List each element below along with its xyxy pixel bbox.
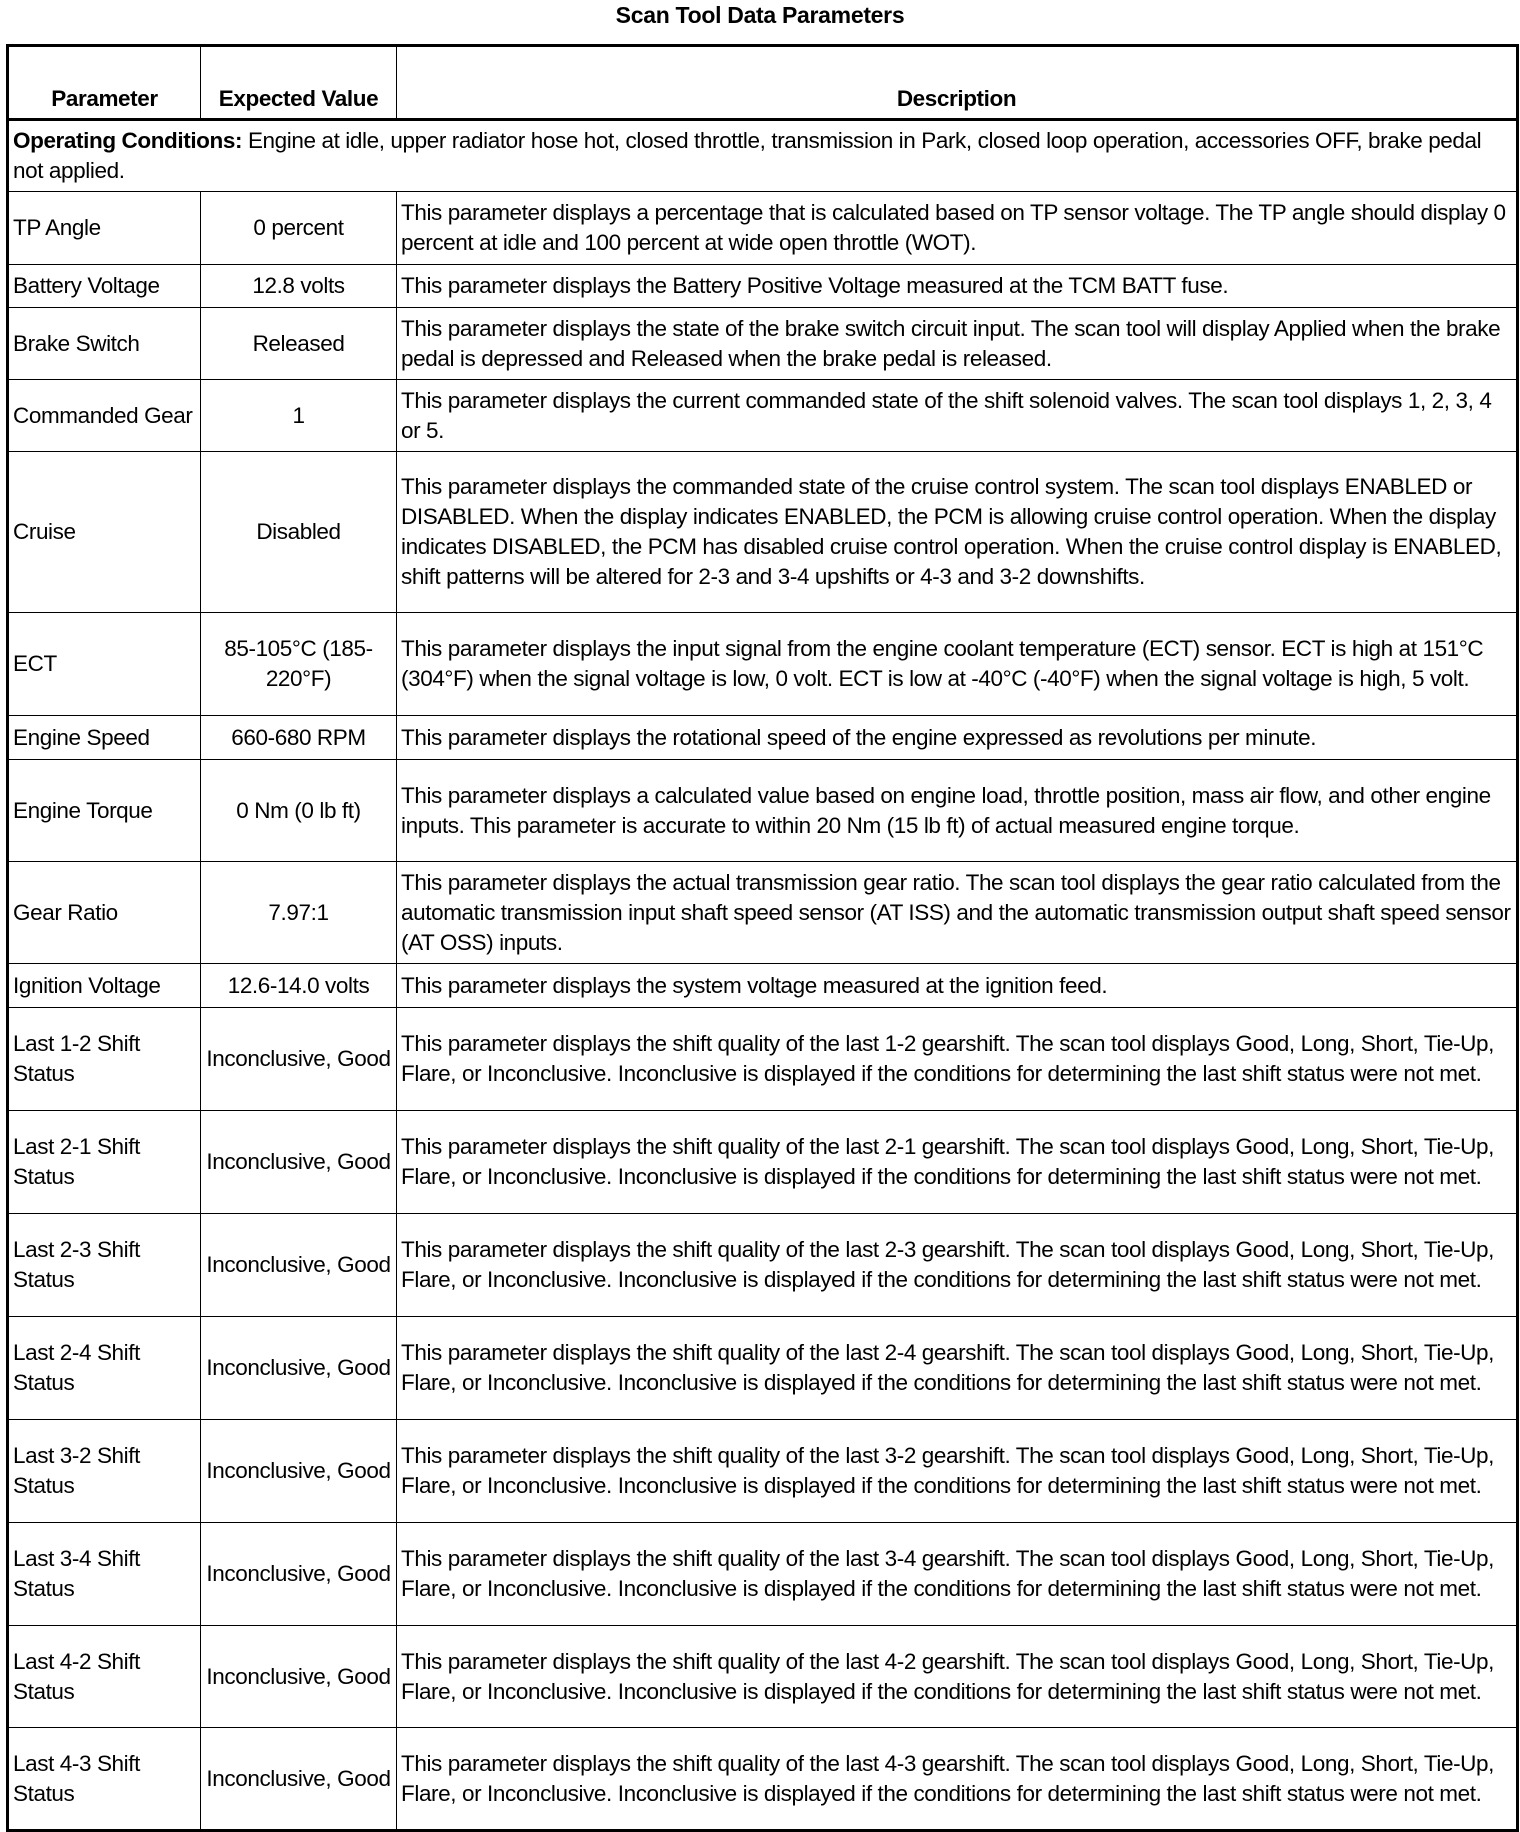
expected-value-cell: Inconclusive, Good — [201, 1626, 397, 1728]
page-title: Scan Tool Data Parameters — [615, 2, 905, 28]
description-cell: This parameter displays the shift quality of the last 4-3 gearshift. The scan tool displays Good, Long, Short, Tie-Up, Flare, or Inconclusive. Inconclusive is displayed if the conditions for determining the last shift status were not met. — [397, 1728, 1518, 1831]
header-description: Description — [397, 46, 1518, 120]
parameter-cell: Last 4-2 Shift Status — [8, 1626, 201, 1728]
expected-value-cell: Inconclusive, Good — [201, 1317, 397, 1420]
table-row — [8, 862, 1518, 964]
description-cell: This parameter displays the current commanded state of the shift solenoid valves. The scan tool displays 1, 2, 3, 4 or 5. — [397, 380, 1518, 452]
description-cell: This parameter displays the rotational speed of the engine expressed as revolutions per minute. — [397, 716, 1518, 760]
operating-conditions-text: Engine at idle, upper radiator hose hot, closed throttle, transmission in Park, closed loop operation, accessories OFF, brake pedal not applied. — [13, 128, 1482, 183]
parameter-cell: Last 2-3 Shift Status — [8, 1214, 201, 1317]
table-row — [8, 308, 1518, 380]
table-row — [8, 760, 1518, 862]
description-cell: This parameter displays a percentage that is calculated based on TP sensor voltage. The TP angle should display 0 percent at idle and 100 percent at wide open throttle (WOT). — [397, 192, 1518, 265]
description-cell: This parameter displays the shift quality of the last 1-2 gearshift. The scan tool displays Good, Long, Short, Tie-Up, Flare, or Inconclusive. Inconclusive is displayed if the conditions for determining the last shift status were not met. — [397, 1008, 1518, 1111]
header-expected-value: Expected Value — [201, 46, 397, 120]
table-row — [8, 716, 1518, 760]
description-cell: This parameter displays the state of the brake switch circuit input. The scan tool will display Applied when the brake pedal is depressed and Released when the brake pedal is released. — [397, 308, 1518, 380]
parameter-cell: Battery Voltage — [8, 265, 201, 308]
expected-value-cell: Inconclusive, Good — [201, 1111, 397, 1214]
operating-conditions — [8, 120, 1518, 192]
table-header-row — [8, 46, 1518, 120]
expected-value-cell: 7.97:1 — [201, 862, 397, 964]
description-cell: This parameter displays the shift quality of the last 3-4 gearshift. The scan tool displays Good, Long, Short, Tie-Up, Flare, or Inconclusive. Inconclusive is displayed if the conditions for determining the last shift status were not met. — [397, 1523, 1518, 1626]
parameter-cell: Engine Speed — [8, 716, 201, 760]
description-cell: This parameter displays the actual transmission gear ratio. The scan tool displays the gear ratio calculated from the automatic transmission input shaft speed sensor (AT ISS) and the automatic transmission output shaft speed sensor (AT OSS) inputs. — [397, 862, 1518, 964]
description-cell: This parameter displays the shift quality of the last 2-3 gearshift. The scan tool displays Good, Long, Short, Tie-Up, Flare, or Inconclusive. Inconclusive is displayed if the conditions for determining the last shift status were not met. — [397, 1214, 1518, 1317]
description-cell: This parameter displays the shift quality of the last 4-2 gearshift. The scan tool displays Good, Long, Short, Tie-Up, Flare, or Inconclusive. Inconclusive is displayed if the conditions for determining the last shift status were not met. — [397, 1626, 1518, 1728]
operating-conditions-row — [8, 120, 1518, 192]
table-row — [8, 964, 1518, 1008]
expected-value-cell: Inconclusive, Good — [201, 1420, 397, 1523]
description-cell: This parameter displays the shift quality of the last 2-1 gearshift. The scan tool displays Good, Long, Short, Tie-Up, Flare, or Inconclusive. Inconclusive is displayed if the conditions for determining the last shift status were not met. — [397, 1111, 1518, 1214]
description-cell: This parameter displays a calculated value based on engine load, throttle position, mass air flow, and other engine inputs. This parameter is accurate to within 20 Nm (15 lb ft) of actual measured engine torque. — [397, 760, 1518, 862]
parameter-cell: Last 3-2 Shift Status — [8, 1420, 201, 1523]
table-row — [8, 1728, 1518, 1831]
table-row — [8, 1626, 1518, 1728]
description-cell: This parameter displays the input signal from the engine coolant temperature (ECT) sensor. ECT is high at 151°C (304°F) when the signal voltage is low, 0 volt. ECT is low at -40°C (-40°F) when the signal voltage is high, 5 volt. — [397, 613, 1518, 716]
expected-value-cell: Inconclusive, Good — [201, 1214, 397, 1317]
table-row — [8, 1420, 1518, 1523]
parameter-cell: Commanded Gear — [8, 380, 201, 452]
expected-value-cell: Released — [201, 308, 397, 380]
parameter-cell: ECT — [8, 613, 201, 716]
expected-value-cell: Inconclusive, Good — [201, 1008, 397, 1111]
header-parameter: Parameter — [8, 46, 201, 120]
parameter-cell: Brake Switch — [8, 308, 201, 380]
table-row — [8, 1523, 1518, 1626]
parameter-cell: Last 3-4 Shift Status — [8, 1523, 201, 1626]
expected-value-cell: Inconclusive, Good — [201, 1728, 397, 1831]
parameter-cell: Ignition Voltage — [8, 964, 201, 1008]
expected-value-cell: 12.6-14.0 volts — [201, 964, 397, 1008]
parameter-cell: TP Angle — [8, 192, 201, 265]
expected-value-cell: 0 Nm (0 lb ft) — [201, 760, 397, 862]
table-row — [8, 1008, 1518, 1111]
table-row — [8, 380, 1518, 452]
table-row — [8, 1214, 1518, 1317]
expected-value-cell: 85-105°C (185-220°F) — [201, 613, 397, 716]
description-cell: This parameter displays the shift quality of the last 2-4 gearshift. The scan tool displays Good, Long, Short, Tie-Up, Flare, or Inconclusive. Inconclusive is displayed if the conditions for determining the last shift status were not met. — [397, 1317, 1518, 1420]
parameter-cell: Last 2-1 Shift Status — [8, 1111, 201, 1214]
table-row — [8, 1111, 1518, 1214]
table-row — [8, 265, 1518, 308]
expected-value-cell: 1 — [201, 380, 397, 452]
expected-value-cell: Inconclusive, Good — [201, 1523, 397, 1626]
parameter-cell: Last 4-3 Shift Status — [8, 1728, 201, 1831]
scan-tool-data-table — [6, 44, 1519, 1832]
parameter-cell: Engine Torque — [8, 760, 201, 862]
description-cell: This parameter displays the shift quality of the last 3-2 gearshift. The scan tool displays Good, Long, Short, Tie-Up, Flare, or Inconclusive. Inconclusive is displayed if the conditions for determining the last shift status were not met. — [397, 1420, 1518, 1523]
expected-value-cell: 0 percent — [201, 192, 397, 265]
table-row — [8, 452, 1518, 613]
operating-conditions-label: Operating Conditions: — [13, 128, 243, 153]
parameter-cell: Cruise — [8, 452, 201, 613]
description-cell: This parameter displays the commanded state of the cruise control system. The scan tool displays ENABLED or DISABLED. When the display indicates ENABLED, the PCM is allowing cruise control operation. When the display indicates DISABLED, the PCM has disabled cruise control operation. When the cruise control display is ENABLED, shift patterns will be altered for 2-3 and 3-4 upshifts or 4-3 and 3-2 downshifts. — [397, 452, 1518, 613]
description-cell: This parameter displays the system voltage measured at the ignition feed. — [397, 964, 1518, 1008]
table-row — [8, 613, 1518, 716]
table-row — [8, 1317, 1518, 1420]
table-row — [8, 192, 1518, 265]
description-cell: This parameter displays the Battery Positive Voltage measured at the TCM BATT fuse. — [397, 265, 1518, 308]
parameter-cell: Gear Ratio — [8, 862, 201, 964]
parameter-cell: Last 1-2 Shift Status — [8, 1008, 201, 1111]
expected-value-cell: 12.8 volts — [201, 265, 397, 308]
expected-value-cell: Disabled — [201, 452, 397, 613]
parameter-cell: Last 2-4 Shift Status — [8, 1317, 201, 1420]
expected-value-cell: 660-680 RPM — [201, 716, 397, 760]
